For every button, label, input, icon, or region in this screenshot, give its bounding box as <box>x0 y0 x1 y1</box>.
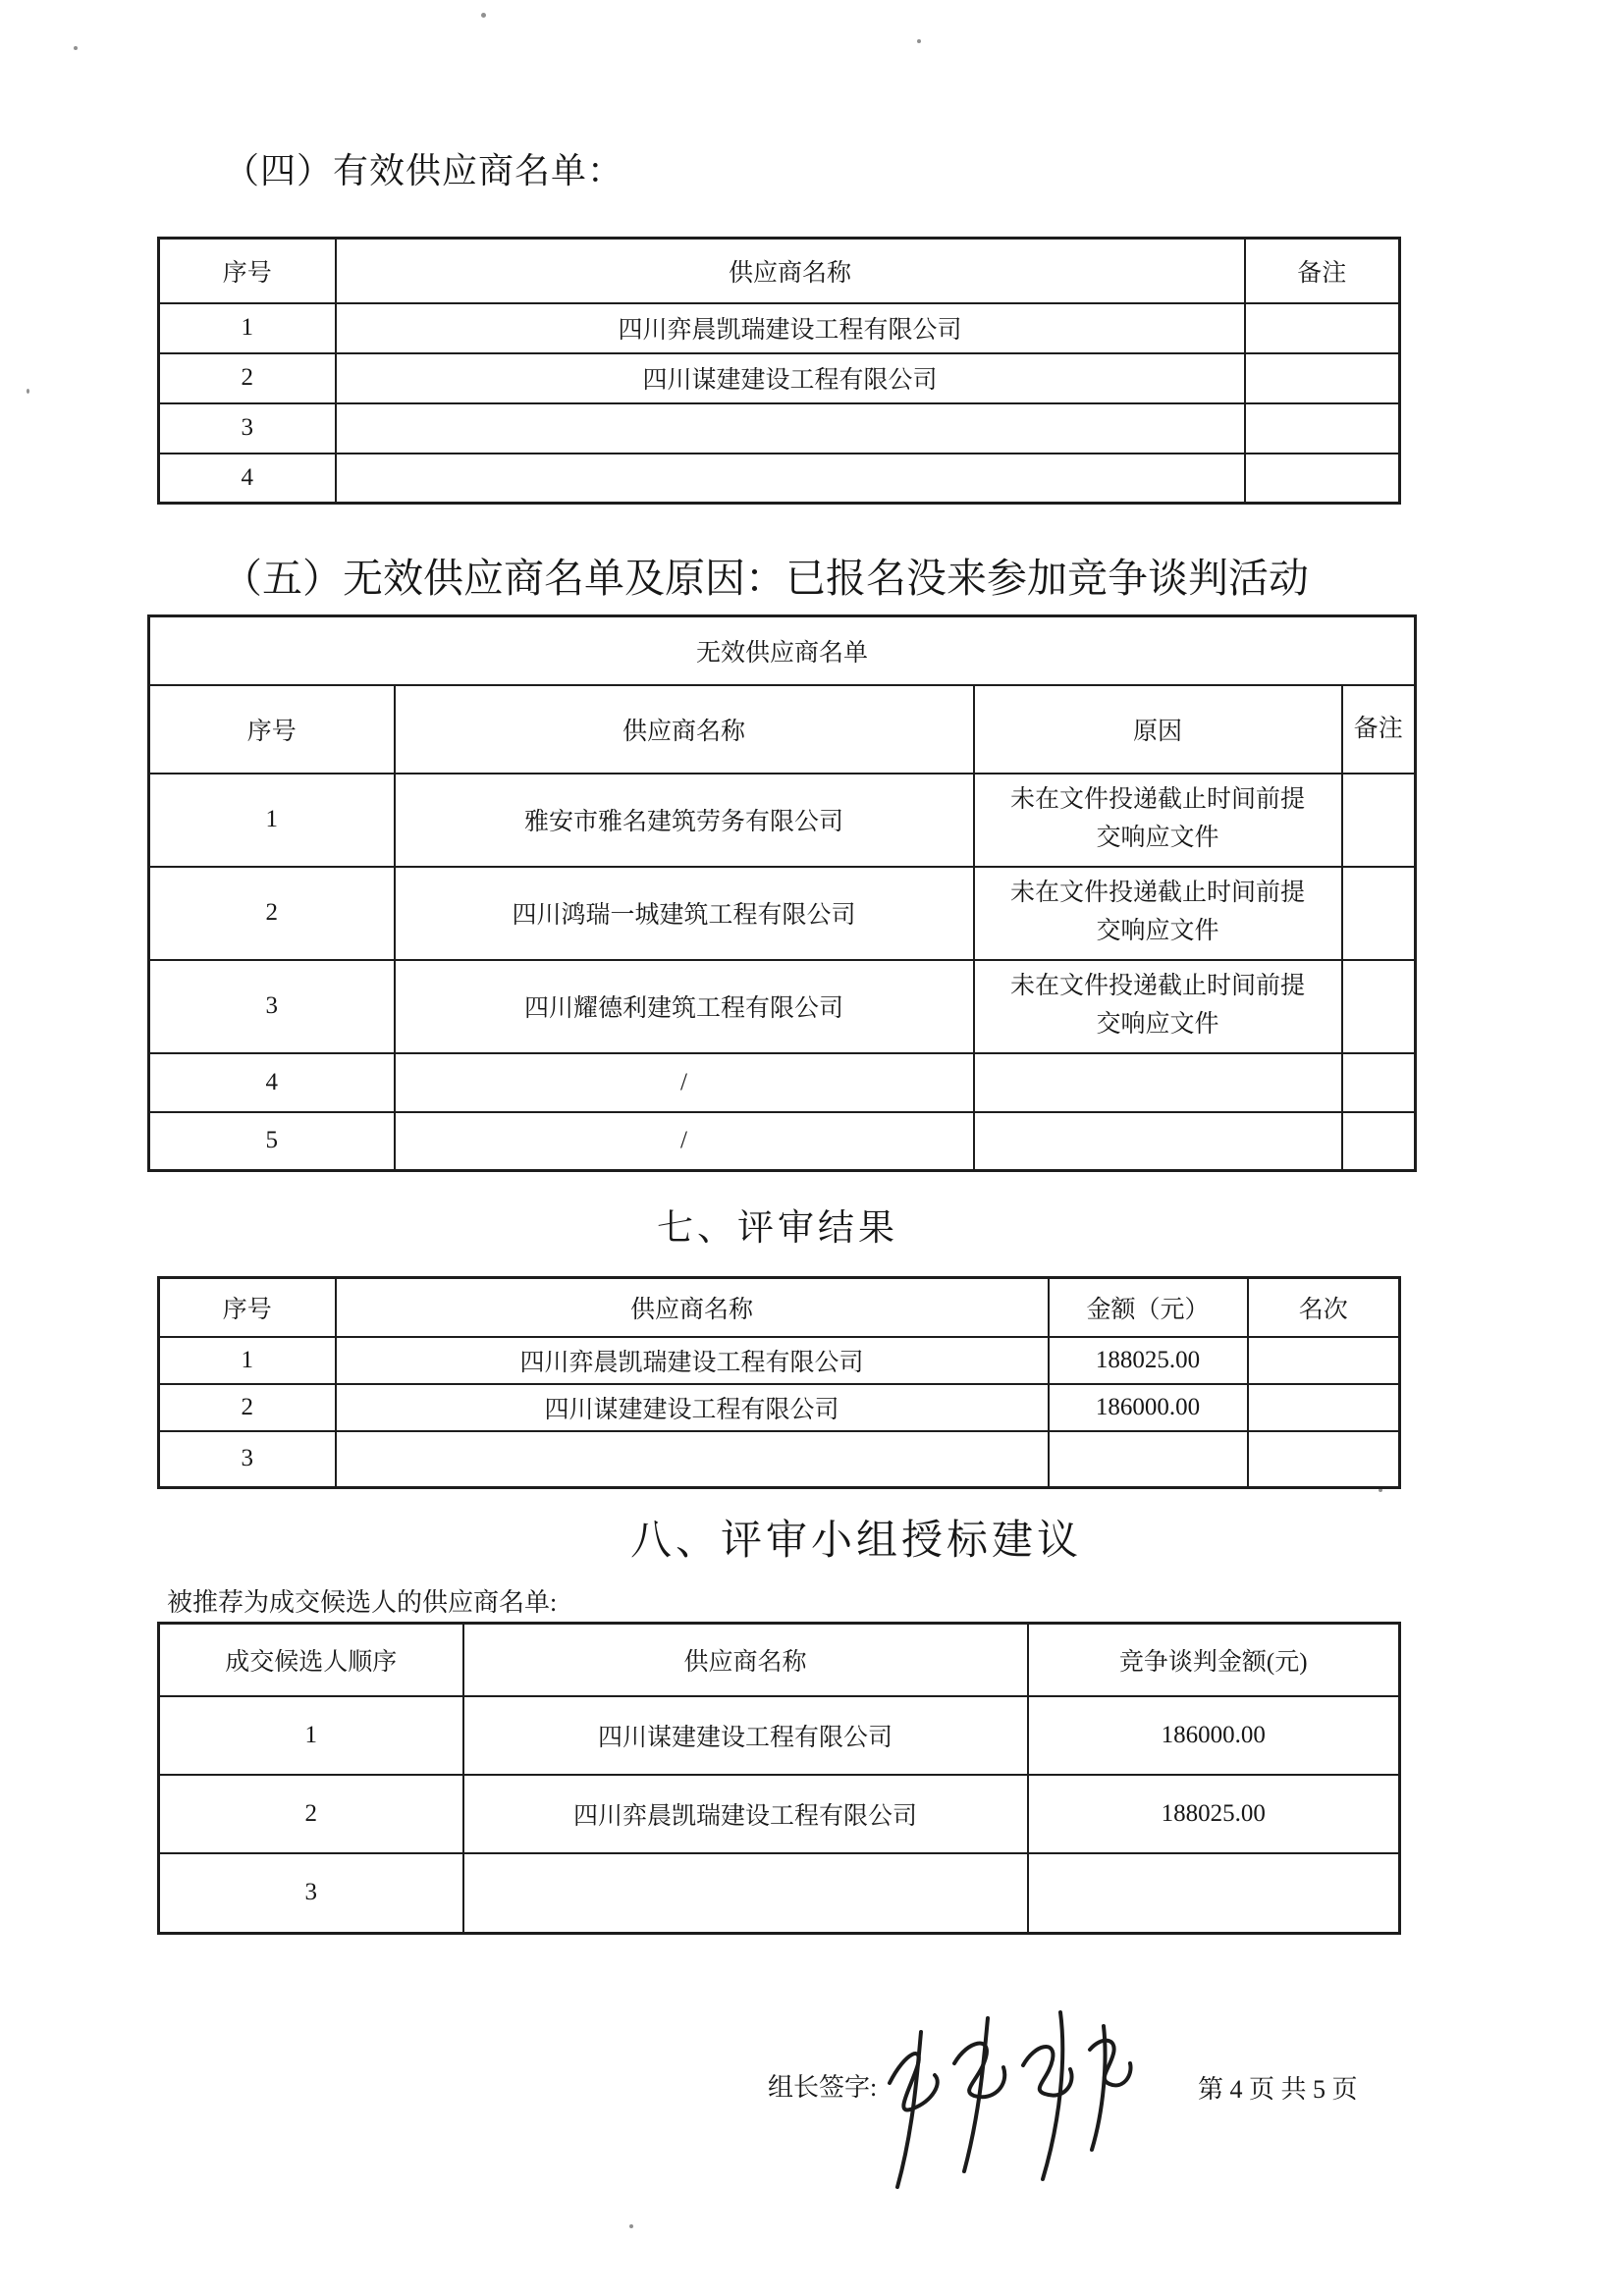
valid-suppliers-table <box>157 237 1401 505</box>
cell-remark <box>1342 1053 1416 1112</box>
cell-no: 3 <box>159 1431 336 1488</box>
table-caption-row <box>149 616 1416 685</box>
cell-amount: 188025.00 <box>1049 1337 1248 1384</box>
table-row <box>159 1853 1400 1934</box>
table-header-row <box>159 1624 1400 1696</box>
scan-speck <box>629 2224 633 2228</box>
section-results-title: 七、评审结果 <box>657 1208 898 1249</box>
table-row <box>159 1696 1400 1775</box>
cell-remark <box>1245 454 1400 504</box>
cell-remark <box>1342 774 1416 867</box>
table-row <box>159 353 1400 403</box>
header-supplier-name: 供应商名称 <box>463 1624 1028 1696</box>
cell-supplier-name: / <box>395 1112 974 1171</box>
cell-remark <box>1245 403 1400 454</box>
table-row <box>159 454 1400 504</box>
section-award-title: 八、评审小组授标建议 <box>629 1519 1082 1564</box>
cell-remark <box>1342 867 1416 960</box>
table-caption: 无效供应商名单 <box>149 616 1416 685</box>
cell-supplier-name: 四川弈晨凯瑞建设工程有限公司 <box>336 303 1245 353</box>
header-amount: 金额（元） <box>1049 1278 1248 1337</box>
cell-supplier-name: 四川弈晨凯瑞建设工程有限公司 <box>463 1775 1028 1853</box>
cell-no: 1 <box>159 1696 463 1775</box>
table-row <box>159 303 1400 353</box>
cell-reason: 未在文件投递截止时间前提交响应文件 <box>974 867 1342 960</box>
table-row <box>159 1431 1400 1488</box>
cell-supplier-name: 四川谋建建设工程有限公司 <box>336 1384 1049 1431</box>
scan-speck <box>74 46 78 50</box>
header-no: 序号 <box>159 1278 336 1337</box>
cell-remark <box>1342 960 1416 1053</box>
header-remark: 备注 <box>1245 239 1400 303</box>
cell-supplier-name <box>336 454 1245 504</box>
cell-supplier-name <box>336 1431 1049 1488</box>
table-header-row <box>159 1278 1400 1337</box>
handwritten-signature <box>856 1993 1151 2189</box>
header-rank: 名次 <box>1248 1278 1400 1337</box>
scan-speck <box>917 39 921 43</box>
section-invalid-suppliers-title: （五）无效供应商名单及原因：已报名没来参加竞争谈判活动 <box>222 556 1309 601</box>
cell-rank <box>1248 1384 1400 1431</box>
scan-speck <box>27 389 29 394</box>
table-row <box>159 1775 1400 1853</box>
cell-no: 1 <box>149 774 395 867</box>
page-indicator: 第 4 页 共 5 页 <box>1198 2075 1358 2104</box>
cell-amount: 186000.00 <box>1028 1696 1400 1775</box>
section-valid-suppliers-title: （四）有效供应商名单： <box>224 151 624 190</box>
results-table <box>157 1276 1401 1489</box>
cell-no: 3 <box>149 960 395 1053</box>
table-header-row <box>149 685 1416 774</box>
table-row <box>149 1112 1416 1171</box>
cell-reason <box>974 1053 1342 1112</box>
cell-supplier-name <box>463 1853 1028 1934</box>
team-leader-signature-label: 组长签字: <box>768 2073 878 2102</box>
table-row <box>159 1337 1400 1384</box>
cell-supplier-name: 四川谋建建设工程有限公司 <box>336 353 1245 403</box>
invalid-suppliers-table <box>147 614 1417 1172</box>
cell-no: 2 <box>149 867 395 960</box>
header-supplier-name: 供应商名称 <box>336 239 1245 303</box>
cell-no: 2 <box>159 353 336 403</box>
cell-supplier-name: 雅安市雅名建筑劳务有限公司 <box>395 774 974 867</box>
table-header-row <box>159 239 1400 303</box>
cell-remark <box>1342 1112 1416 1171</box>
table-row <box>149 867 1416 960</box>
cell-reason <box>974 1112 1342 1171</box>
header-remark: 备注 <box>1342 685 1416 774</box>
table-row <box>159 1384 1400 1431</box>
cell-supplier-name <box>336 403 1245 454</box>
cell-no: 1 <box>159 1337 336 1384</box>
cell-supplier-name: 四川耀德利建筑工程有限公司 <box>395 960 974 1053</box>
table-row <box>159 403 1400 454</box>
cell-amount: 188025.00 <box>1028 1775 1400 1853</box>
award-candidates-table <box>157 1622 1401 1935</box>
header-supplier-name: 供应商名称 <box>395 685 974 774</box>
cell-rank <box>1248 1337 1400 1384</box>
award-subtitle: 被推荐为成交候选人的供应商名单: <box>167 1588 558 1617</box>
header-reason: 原因 <box>974 685 1342 774</box>
table-row <box>149 960 1416 1053</box>
table-row <box>149 774 1416 867</box>
cell-no: 5 <box>149 1112 395 1171</box>
cell-supplier-name: 四川弈晨凯瑞建设工程有限公司 <box>336 1337 1049 1384</box>
scan-speck <box>481 13 486 18</box>
cell-no: 1 <box>159 303 336 353</box>
cell-no: 2 <box>159 1775 463 1853</box>
cell-no: 2 <box>159 1384 336 1431</box>
cell-supplier-name: / <box>395 1053 974 1112</box>
cell-reason: 未在文件投递截止时间前提交响应文件 <box>974 960 1342 1053</box>
table-row <box>149 1053 1416 1112</box>
cell-supplier-name: 四川谋建建设工程有限公司 <box>463 1696 1028 1775</box>
header-no: 序号 <box>149 685 395 774</box>
header-candidate-order: 成交候选人顺序 <box>159 1624 463 1696</box>
cell-no: 4 <box>159 454 336 504</box>
header-no: 序号 <box>159 239 336 303</box>
cell-amount <box>1049 1431 1248 1488</box>
cell-amount: 186000.00 <box>1049 1384 1248 1431</box>
cell-amount <box>1028 1853 1400 1934</box>
header-negotiation-amount: 竞争谈判金额(元) <box>1028 1624 1400 1696</box>
cell-supplier-name: 四川鸿瑞一城建筑工程有限公司 <box>395 867 974 960</box>
cell-remark <box>1245 303 1400 353</box>
cell-reason: 未在文件投递截止时间前提交响应文件 <box>974 774 1342 867</box>
cell-rank <box>1248 1431 1400 1488</box>
cell-no: 4 <box>149 1053 395 1112</box>
header-supplier-name: 供应商名称 <box>336 1278 1049 1337</box>
cell-remark <box>1245 353 1400 403</box>
cell-no: 3 <box>159 1853 463 1934</box>
cell-no: 3 <box>159 403 336 454</box>
